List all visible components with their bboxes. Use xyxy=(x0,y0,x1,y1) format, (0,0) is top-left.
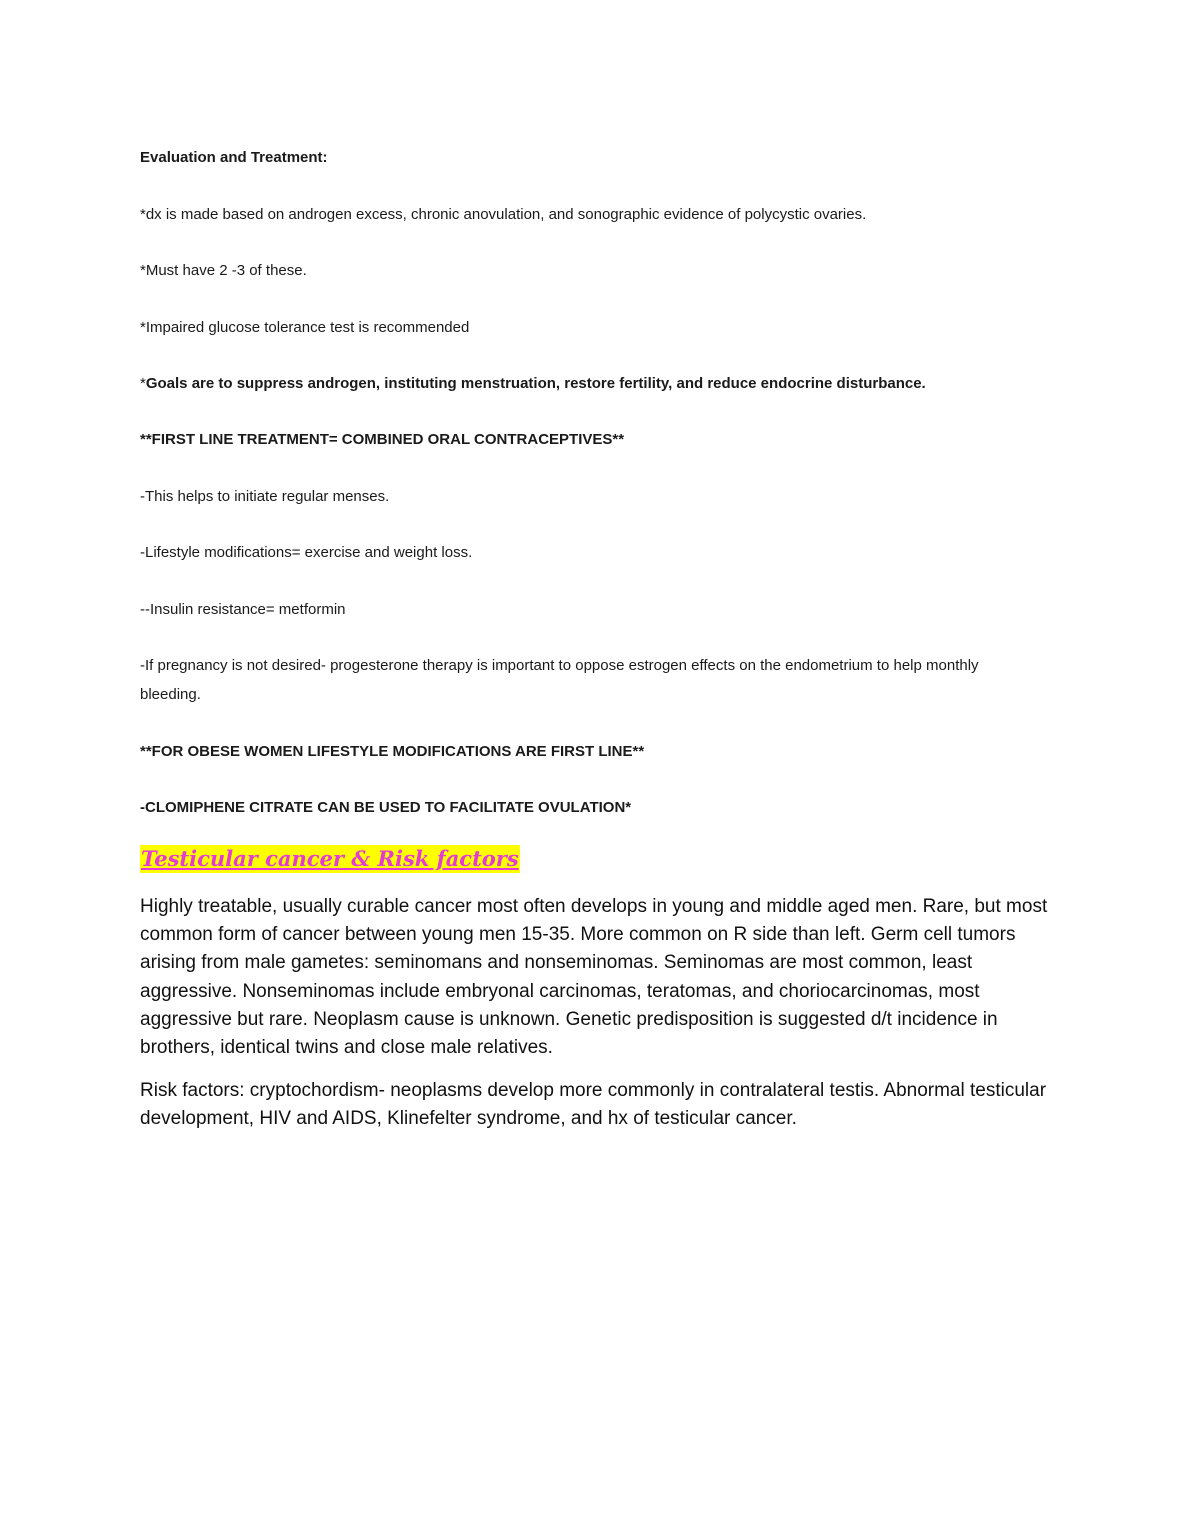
insulin-note: --Insulin resistance= metformin xyxy=(140,601,346,618)
clomiphene-note: -CLOMIPHENE CITRATE CAN BE USED TO FACILITATE OVULATION* xyxy=(140,799,632,816)
pregnancy-note: -If pregnancy is not desired- progesterone therapy is important to oppose estrogen effects on the endometrium to help monthly bleeding. xyxy=(140,657,979,703)
obese-women-note: **FOR OBESE WOMEN LIFESTYLE MODIFICATIONS ARE FIRST LINE** xyxy=(140,743,645,760)
goals-prefix: * xyxy=(140,375,146,392)
first-line-treatment: **FIRST LINE TREATMENT= COMBINED ORAL CONTRACEPTIVES** xyxy=(140,431,625,448)
risk-factors-paragraph: Risk factors: cryptochordism- neoplasms develop more commonly in contralateral testis. Abnormal testicular development, HIV and AIDS, Klinefelter syndrome, and hx of testicular cancer. xyxy=(140,1080,1047,1130)
goals-text: Goals are to suppress androgen, instituting menstruation, restore fertility, and reduce endocrine disturbance. xyxy=(145,375,926,392)
menses-note: -This helps to initiate regular menses. xyxy=(140,488,390,505)
criteria-count-line: *Must have 2 -3 of these. xyxy=(140,262,307,279)
section-title: Evaluation and Treatment: xyxy=(140,149,328,166)
testicular-cancer-heading: Testicular cancer & Risk factors xyxy=(141,846,519,871)
testicular-cancer-paragraph: Highly treatable, usually curable cancer most often develops in young and middle aged men. Rare, but most common form of cancer between young men 15-35. More common on R side than left. Germ cell tumors arising from male gametes: seminomans and nonseminomas. Seminomas are most common, least aggressive. Nonseminomas include embryonal carcinomas, teratomas, and choriocarcinomas, most aggressive but rare. Neoplasm cause is unknown. Genetic predisposition is suggested d/t incidence in brothers, identical twins and close male relatives. xyxy=(140,896,1048,1059)
criteria-line: *dx is made based on androgen excess, chronic anovulation, and sonographic evidence of polycystic ovaries. xyxy=(140,206,867,223)
lifestyle-note: -Lifestyle modifications= exercise and weight loss. xyxy=(140,544,473,561)
goals-line xyxy=(140,374,926,394)
glucose-test-line: *Impaired glucose tolerance test is recommended xyxy=(140,319,470,336)
